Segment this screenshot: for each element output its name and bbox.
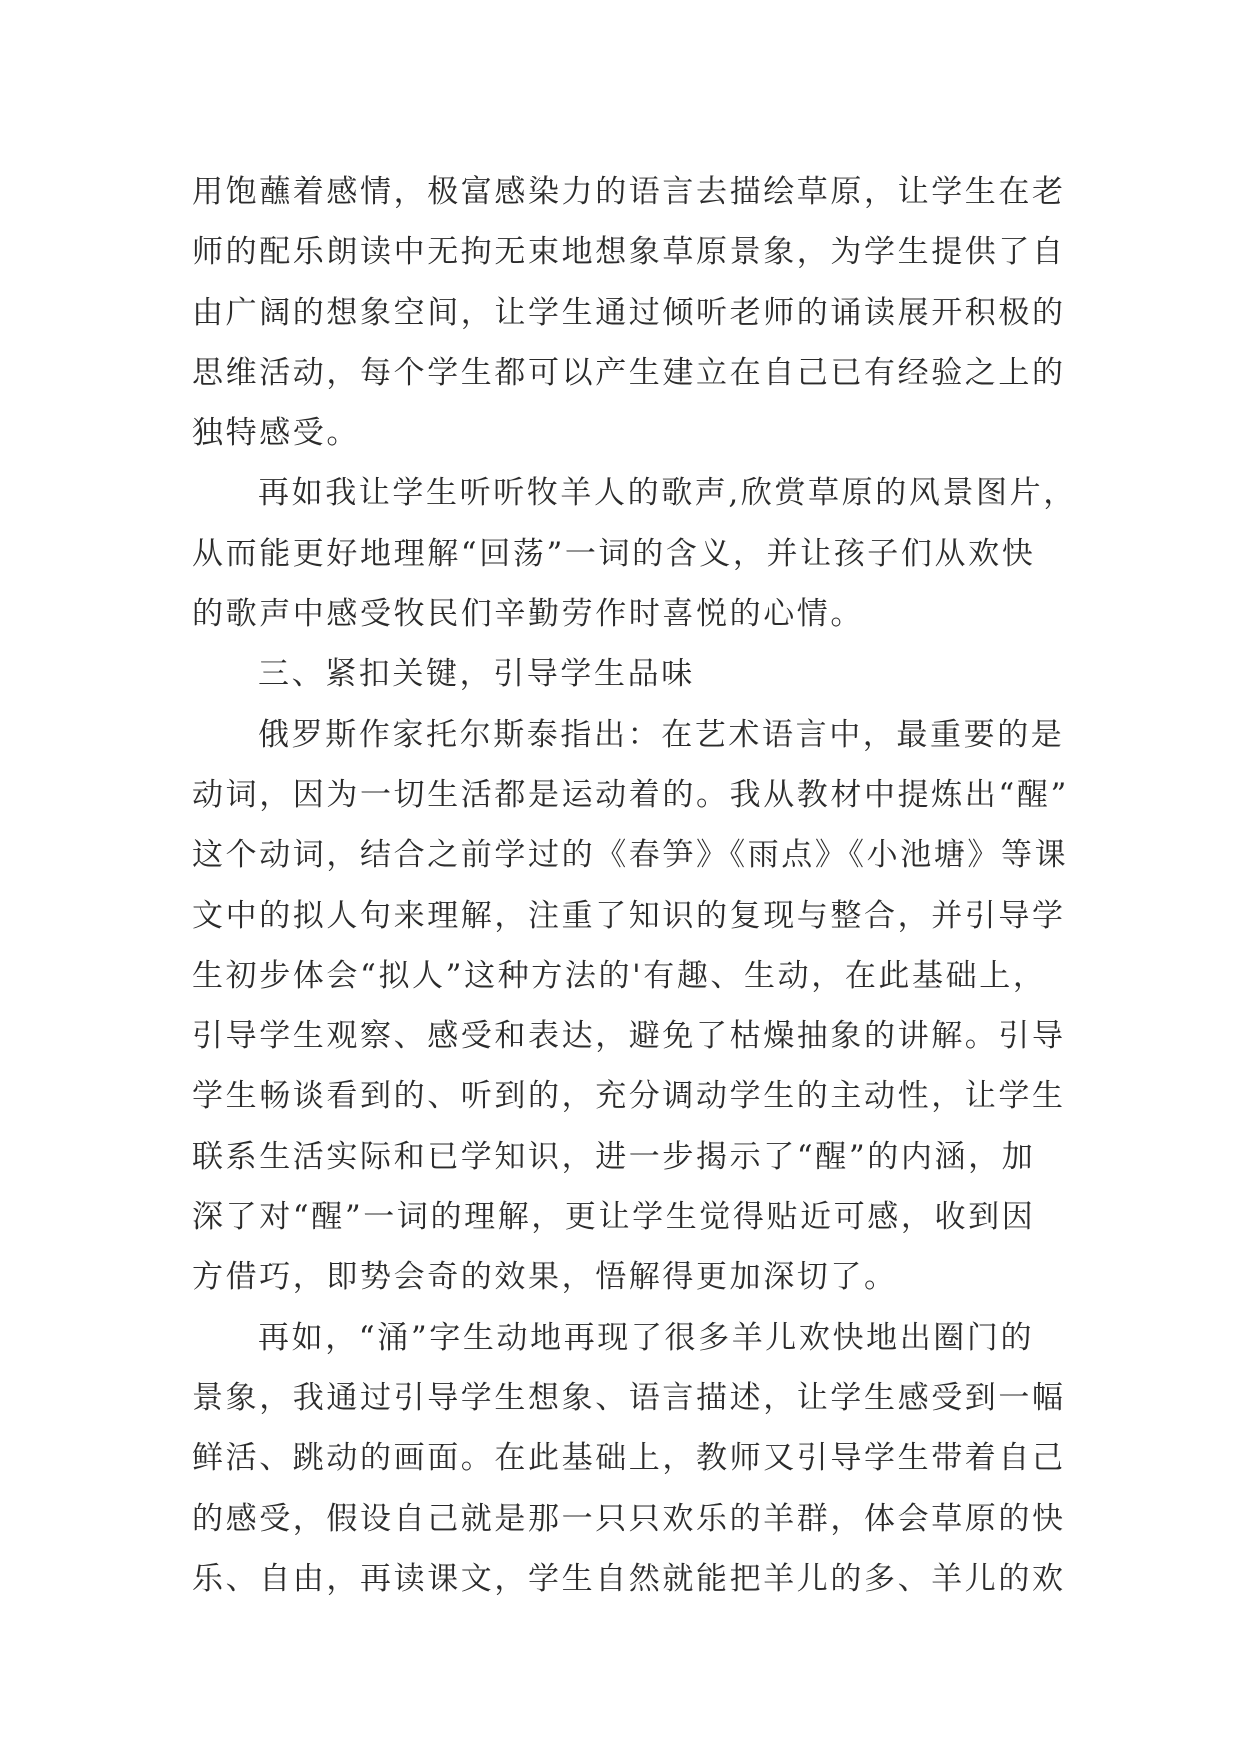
text-line: 这个动词，结合之前学过的《春笋》《雨点》《小池塘》等课 (192, 837, 1069, 874)
text-line: 深了对“醒”一词的理解，更让学生觉得贴近可感，收到因 (192, 1199, 1036, 1236)
text-line: 鲜活、跳动的画面。在此基础上，教师又引导学生带着自己 (192, 1440, 1066, 1477)
paragraph-first-line: 再如我让学生听听牧羊人的歌声,欣赏草原的风景图片， (258, 475, 1077, 512)
text-line: 引导学生观察、感受和表达，避免了枯燥抽象的讲解。引导 (192, 1018, 1066, 1055)
text-line: 独特感受。 (192, 415, 360, 452)
text-line: 联系生活实际和已学知识，进一步揭示了“醒”的内涵，加 (192, 1138, 1036, 1175)
text-line: 动词，因为一切生活都是运动着的。我从教材中提炼出“醒” (192, 776, 1069, 813)
section-heading: 三、紧扣关键，引导学生品味 (258, 656, 695, 693)
text-line: 用饱蘸着感情，极富感染力的语言去描绘草原，让学生在老 (192, 174, 1066, 210)
text-line: 思维活动，每个学生都可以产生建立在自己已有经验之上的 (192, 354, 1066, 391)
paragraph-first-line: 再如，“涌”字生动地再现了很多羊儿欢快地出圈门的 (258, 1319, 1035, 1356)
text-line: 乐、自由，再读课文，学生自然就能把羊儿的多、羊儿的欢 (192, 1560, 1066, 1597)
paragraph-first-line: 俄罗斯作家托尔斯泰指出：在艺术语言中，最重要的是 (258, 716, 1065, 753)
text-line: 文中的拟人句来理解，注重了知识的复现与整合，并引导学 (192, 897, 1066, 934)
text-line: 方借巧，即势会奇的效果，悟解得更加深切了。 (192, 1259, 898, 1296)
document-body (192, 162, 1077, 1609)
text-line: 的歌声中感受牧民们辛勤劳作时喜悦的心情。 (192, 596, 864, 633)
text-line: 从而能更好地理解“回荡”一词的含义，并让孩子们从欢快 (192, 535, 1036, 572)
text-line: 生初步体会“拟人”这种方法的'有趣、生动，在此基础上， (192, 957, 1047, 994)
text-line: 由广阔的想象空间，让学生通过倾听老师的诵读展开积极的 (192, 294, 1066, 331)
text-line: 师的配乐朗读中无拘无束地想象草原景象，为学生提供了自 (192, 234, 1066, 271)
text-line: 的感受，假设自己就是那一只只欢乐的羊群，体会草原的快 (192, 1500, 1066, 1537)
text-line: 学生畅谈看到的、听到的，充分调动学生的主动性，让学生 (192, 1078, 1066, 1115)
text-line: 景象，我通过引导学生想象、语言描述，让学生感受到一幅 (192, 1379, 1066, 1416)
